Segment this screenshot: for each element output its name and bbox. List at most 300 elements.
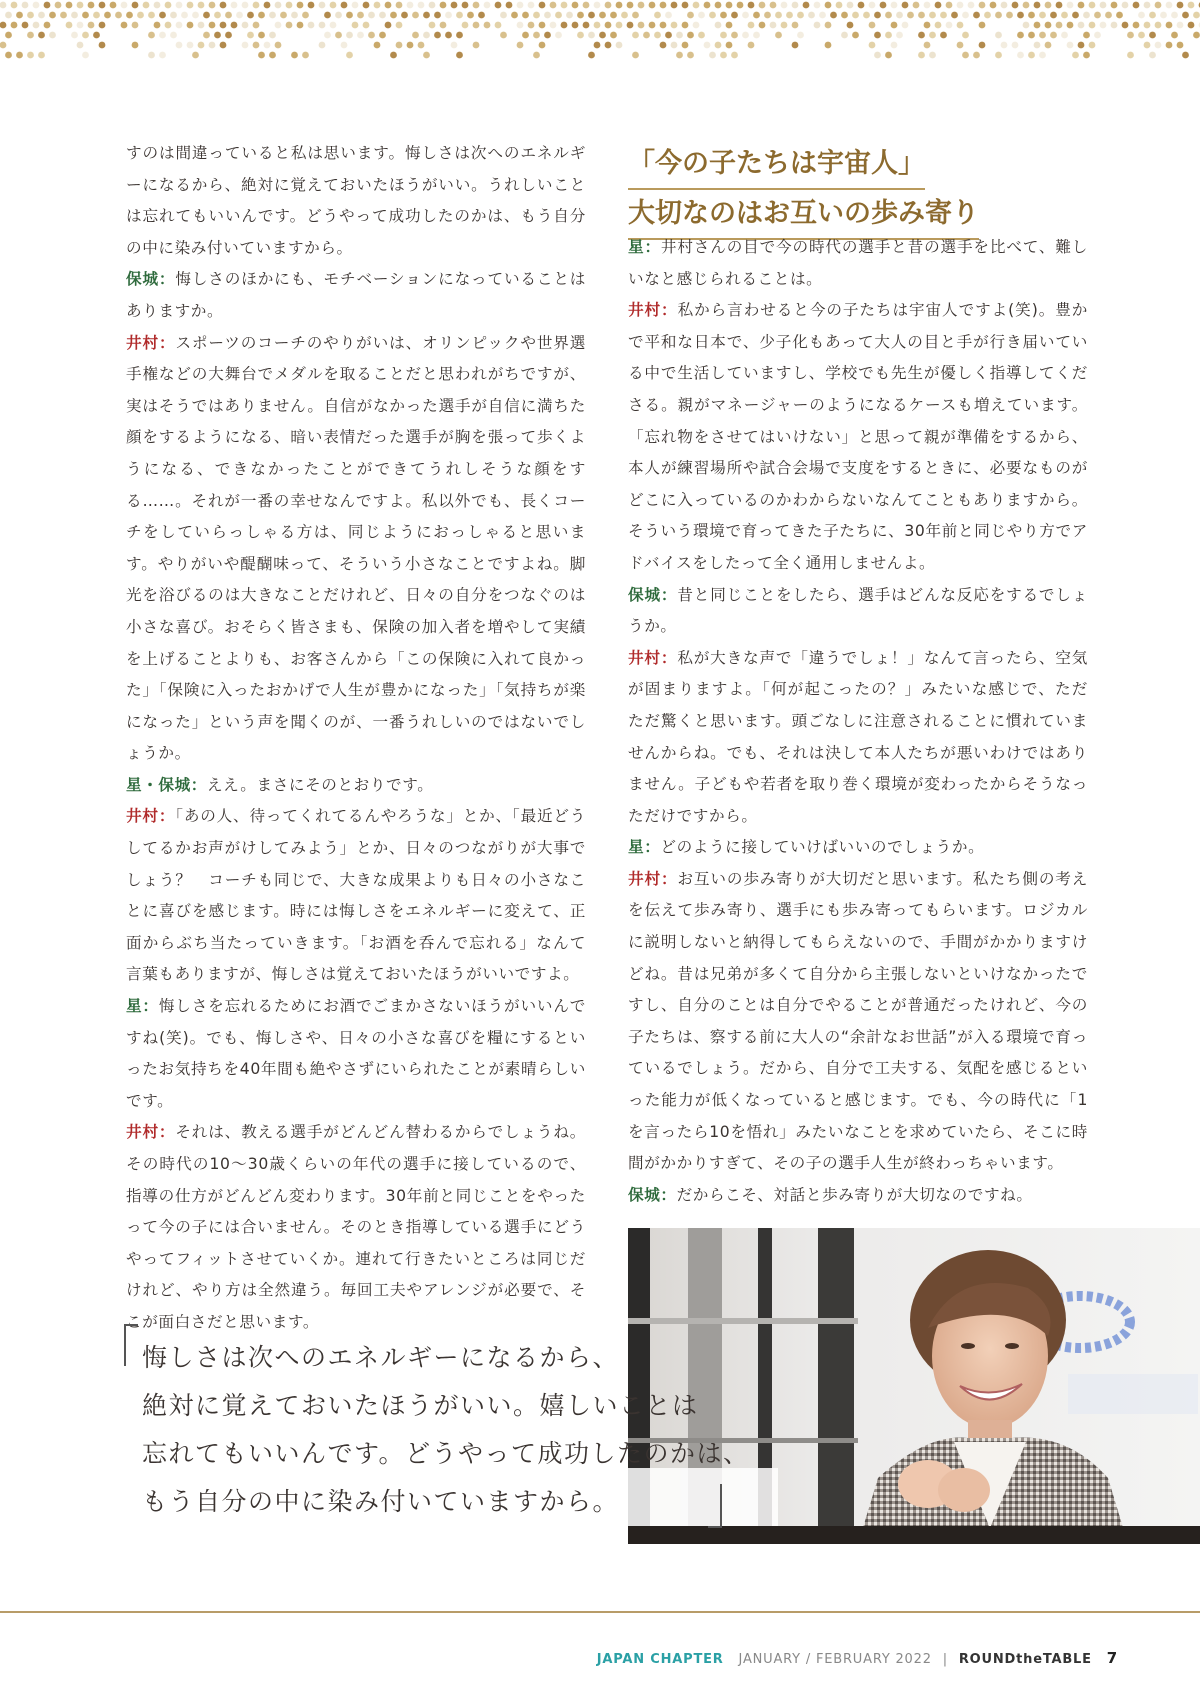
decorative-dot <box>687 52 694 59</box>
decorative-dot <box>379 12 386 19</box>
speaker-label: 星・保城： <box>126 775 207 794</box>
decorative-dot <box>159 32 166 39</box>
decorative-dot <box>434 12 441 19</box>
decorative-dot <box>462 22 469 29</box>
decorative-dot <box>803 2 810 9</box>
decorative-dot <box>1039 12 1046 19</box>
decorative-dot <box>770 2 777 9</box>
decorative-dot <box>66 2 73 9</box>
decorative-dot <box>759 2 766 9</box>
decorative-dot <box>1193 32 1200 39</box>
decorative-dot <box>192 52 199 59</box>
decorative-dot <box>709 12 716 19</box>
paragraph-text: どのように接していけばいいのでしょうか。 <box>660 838 985 857</box>
decorative-dot <box>66 22 73 29</box>
decorative-dot <box>742 12 749 19</box>
decorative-dot <box>682 22 689 29</box>
decorative-dot <box>418 42 425 49</box>
decorative-dot <box>869 42 876 49</box>
decorative-dot <box>198 22 205 29</box>
decorative-dot <box>891 22 898 29</box>
decorative-dot <box>610 32 617 39</box>
decorative-dot <box>1111 22 1118 29</box>
decorative-dot <box>346 12 353 19</box>
decorative-dot <box>231 22 238 29</box>
decorative-dot <box>49 12 56 19</box>
decorative-dot <box>946 22 953 29</box>
decorative-dot <box>1138 32 1145 39</box>
decorative-dot <box>610 12 617 19</box>
decorative-dot <box>137 12 144 19</box>
decorative-dot <box>264 42 271 49</box>
decorative-dot <box>231 2 238 9</box>
decorative-dot <box>82 12 89 19</box>
speaker-label: 井村： <box>126 333 176 352</box>
decorative-dot <box>984 12 991 19</box>
paragraph-text: お互いの歩み寄りが大切だと思います。私たち側の考えを伝えて歩み寄り、選手にも歩み寄ってもらいます。ロジカルに説明しないと納得してもらえないので、手間がかかりますけどね。昔は兄弟が多くて自分から主張しないといけなかったですし、自分のことは自分でやることが普通だったけれど、今の子たちは、察する前に大人の“余計なお世話”が入る環境で育っているでしょう。だから、自分で工夫する、気配を感じるといった能力が低くなっていると感じます。でも、今の時代に「1を言ったら10を悟れ」みたいなことを求めていたら、そこに時間がかかりすぎて、その子の選手人生が終わっちゃいます。 <box>628 869 1088 1173</box>
decorative-dot <box>709 52 716 59</box>
decorative-dot <box>148 12 155 19</box>
decorative-dot <box>11 2 18 9</box>
decorative-dot <box>885 12 892 19</box>
decorative-dot <box>22 22 29 29</box>
decorative-dot <box>1171 32 1178 39</box>
decorative-dot <box>583 2 590 9</box>
decorative-dot <box>1078 2 1085 9</box>
decorative-dot <box>748 22 755 29</box>
decorative-dot <box>104 12 111 19</box>
decorative-dot <box>264 2 271 9</box>
decorative-dot <box>242 42 249 49</box>
decorative-dot <box>110 2 117 9</box>
speaker-label: 保城： <box>126 270 176 289</box>
decorative-dot <box>423 52 430 59</box>
decorative-dot <box>836 2 843 9</box>
decorative-dot <box>1089 22 1096 29</box>
decorative-dot <box>671 2 678 9</box>
decorative-dot <box>374 2 381 9</box>
decorative-dot <box>1023 2 1030 9</box>
decorative-dot <box>280 12 287 19</box>
decorative-dot <box>1166 2 1173 9</box>
paragraph-text: 「あの人、待ってくれてるんやろうな」とか、「最近どうしてるかお声がけしてみよう」とか、日々のつながりが大事でしょう？ コーチも同じで、大きな成果よりも日々の小さなことに喜びを感じます。時には悔しさをエネルギーに変えて、正面からぶち当たっていきます。「お酒を呑んで忘れる」なんて言葉もありますが、悔しさは覚えておいたほうがいいですよ。 <box>126 807 586 984</box>
decorative-dot <box>1017 52 1024 59</box>
decorative-dot <box>753 32 760 39</box>
headline-line-2: 大切なのはお互いの歩み寄り <box>628 190 979 240</box>
decorative-dot <box>517 42 524 49</box>
decorative-dot <box>880 2 887 9</box>
decorative-dot <box>253 42 260 49</box>
decorative-dot <box>346 32 353 39</box>
decorative-dot <box>192 12 199 19</box>
decorative-dot <box>302 52 309 59</box>
decorative-dot <box>924 2 931 9</box>
decorative-dot <box>858 2 865 9</box>
decorative-dot <box>82 32 89 39</box>
decorative-dot <box>566 12 573 19</box>
decorative-dot <box>605 22 612 29</box>
decorative-dot <box>456 12 463 19</box>
decorative-dot <box>627 22 634 29</box>
decorative-dot <box>407 2 414 9</box>
paragraph <box>126 264 586 327</box>
decorative-dot <box>704 2 711 9</box>
decorative-dot <box>341 42 348 49</box>
decorative-dot <box>814 2 821 9</box>
decorative-dot <box>187 42 194 49</box>
paragraph-text: スポーツのコーチのやりがいは、オリンピックや世界選手権などの大舞台でメダルを取ることだと思われがちですが、実はそうではありません。自信がなかった選手が自信に満ちた顔をするようになる、暗い表情だった選手が胸を張って歩くようになる、できなかったことができてうれしそうな顔をする……。それが一番の幸せなんですよ。私以外でも、長くコーチをしていらっしゃる方は、同じようにおっしゃると思います。やりがいや醍醐味って、そういう小さなことですよね。脚光を浴びるのは大きなことだけれど、日々の自分をつなぐのは小さな喜び。おそらく皆さまも、保険の加入者を増やして実績を上げることよりも、お客さんから「この保険に入れて良かった」「保険に入ったおかげで人生が豊かになった」「気持ちが楽になった」という声を聞くのが、一番うれしいのではないでしょうか。 <box>126 333 586 763</box>
decorative-dot <box>924 22 931 29</box>
decorative-dot <box>539 2 546 9</box>
quote-close-bracket <box>708 1484 722 1528</box>
decorative-dot <box>1045 2 1052 9</box>
decorative-dot <box>1133 22 1140 29</box>
decorative-dot <box>77 22 84 29</box>
decorative-dot <box>363 2 370 9</box>
decorative-dot <box>643 32 650 39</box>
decorative-dot <box>1177 42 1184 49</box>
decorative-dot <box>154 2 161 9</box>
decorative-dot <box>319 42 326 49</box>
paragraph-text: 私から言わせると今の子たちは宇宙人ですよ(笑)。豊かで平和な日本で、少子化もあって大人の目と手が行き届いている中で生活していますし、学校でも先生が優しく指導してくださる。親がマネージャーのようになるケースも増えています。「忘れ物をさせてはいけない」と思って親が準備をするから、本人が練習場所や試合会場で支度をするときに、必要なものがどこに入っているのかわからないなんてこともありますから。そういう環境で育ってきた子たちに、30年前と同じやり方でアドバイスをしたって全く通用しませんよ。 <box>628 301 1088 572</box>
decorative-dot <box>93 12 100 19</box>
decorative-dot <box>220 42 227 49</box>
decorative-dot <box>1006 12 1013 19</box>
decorative-dot <box>698 12 705 19</box>
paragraph-text: 昔と同じことをしたら、選手はどんな反応をするでしょうか。 <box>628 585 1088 636</box>
decorative-dot <box>236 12 243 19</box>
paragraph-text: ええ。まさにそのとおりです。 <box>206 775 434 794</box>
decorative-dot <box>572 22 579 29</box>
decorative-dot <box>682 2 689 9</box>
decorative-dot <box>528 22 535 29</box>
decorative-dot <box>715 42 722 49</box>
decorative-dot <box>170 12 177 19</box>
decorative-dot <box>1089 42 1096 49</box>
decorative-dot <box>242 22 249 29</box>
paragraph <box>126 770 586 802</box>
speaker-label: 星： <box>126 997 159 1016</box>
decorative-dot <box>209 2 216 9</box>
decorative-dot <box>445 32 452 39</box>
paragraph <box>628 295 1088 579</box>
decorative-dot <box>522 32 529 39</box>
decorative-dot <box>638 2 645 9</box>
decorative-dot <box>77 2 84 9</box>
decorative-dot <box>38 52 45 59</box>
decorative-dot <box>412 12 419 19</box>
decorative-dot <box>825 42 832 49</box>
decorative-dot <box>913 2 920 9</box>
decorative-dot <box>660 42 667 49</box>
decorative-dot <box>605 2 612 9</box>
decorative-dot <box>731 32 738 39</box>
decorative-dot <box>275 42 282 49</box>
decorative-dot <box>38 32 45 39</box>
decorative-dot <box>308 2 315 9</box>
right-column <box>628 232 1088 1211</box>
decorative-dot <box>390 52 397 59</box>
decorative-dot <box>1138 12 1145 19</box>
decorative-dot <box>88 2 95 9</box>
decorative-dot <box>1028 12 1035 19</box>
decorative-dot <box>1094 32 1101 39</box>
decorative-dot <box>203 32 210 39</box>
decorative-dot <box>456 32 463 39</box>
decorative-dot <box>374 42 381 49</box>
decorative-dot <box>902 2 909 9</box>
decorative-dot <box>258 32 265 39</box>
decorative-dot <box>1100 2 1107 9</box>
decorative-dot <box>1028 52 1035 59</box>
page-number: 7 <box>1106 1649 1118 1667</box>
paragraph <box>628 232 1088 295</box>
decorative-dot <box>588 32 595 39</box>
decorative-dot <box>627 2 634 9</box>
decorative-dot <box>775 12 782 19</box>
decorative-dot <box>896 32 903 39</box>
decorative-dot <box>841 32 848 39</box>
decorative-dot <box>720 52 727 59</box>
decorative-dot <box>1078 22 1085 29</box>
decorative-dot <box>962 32 969 39</box>
decorative-dot <box>979 42 986 49</box>
decorative-dot <box>209 42 216 49</box>
speaker-label: 星： <box>628 238 661 256</box>
decorative-dot <box>396 2 403 9</box>
decorative-dot <box>1017 12 1024 19</box>
pull-quote-line: もう自分の中に染み付いていますから。 <box>142 1487 620 1516</box>
decorative-dot <box>759 22 766 29</box>
decorative-dot <box>957 22 964 29</box>
speaker-label: 井村： <box>126 1123 176 1142</box>
decorative-dot <box>561 2 568 9</box>
decorative-dot <box>269 32 276 39</box>
decorative-dot <box>27 12 34 19</box>
decorative-dot <box>1149 32 1156 39</box>
decorative-dot <box>319 2 326 9</box>
decorative-dot <box>385 2 392 9</box>
speaker-label: 井村： <box>628 869 678 888</box>
decorative-dot <box>198 2 205 9</box>
decorative-dot <box>291 52 298 59</box>
decorative-dot <box>792 2 799 9</box>
decorative-dot <box>1122 2 1129 9</box>
decorative-dot <box>539 42 546 49</box>
decorative-dot <box>1034 2 1041 9</box>
decorative-dot <box>1144 22 1151 29</box>
decorative-dot <box>792 42 799 49</box>
decorative-dot <box>1039 52 1046 59</box>
decorative-dot <box>764 12 771 19</box>
decorative-dot <box>621 12 628 19</box>
decorative-dot <box>830 12 837 19</box>
paragraph <box>628 1180 1088 1212</box>
decorative-dot <box>1001 42 1008 49</box>
decorative-dot <box>605 42 612 49</box>
decorative-dot <box>1061 12 1068 19</box>
decorative-dot <box>742 32 749 39</box>
decorative-dot <box>319 22 326 29</box>
decorative-dot <box>352 22 359 29</box>
decorative-dot <box>649 2 656 9</box>
decorative-dot <box>1061 32 1068 39</box>
decorative-dot <box>324 32 331 39</box>
decorative-dot <box>852 12 859 19</box>
decorative-dot <box>44 22 51 29</box>
footer-chapter: JAPAN CHAPTER <box>596 1652 724 1667</box>
decorative-dot <box>11 22 18 29</box>
decorative-dot <box>891 2 898 9</box>
decorative-dot-header <box>0 0 1200 62</box>
decorative-dot <box>396 22 403 29</box>
decorative-dot <box>1012 42 1019 49</box>
decorative-dot <box>940 32 947 39</box>
decorative-dot <box>682 42 689 49</box>
decorative-dot <box>665 12 672 19</box>
decorative-dot <box>1155 22 1162 29</box>
decorative-dot <box>445 12 452 19</box>
decorative-dot <box>434 32 441 39</box>
decorative-dot <box>957 42 964 49</box>
decorative-dot <box>27 32 34 39</box>
decorative-dot <box>869 22 876 29</box>
decorative-dot <box>671 42 678 49</box>
decorative-dot <box>940 12 947 19</box>
decorative-dot <box>693 22 700 29</box>
decorative-dot <box>808 12 815 19</box>
decorative-dot <box>335 32 342 39</box>
decorative-dot <box>93 32 100 39</box>
decorative-dot <box>1045 22 1052 29</box>
decorative-dot <box>99 2 106 9</box>
decorative-dot <box>0 42 6 49</box>
paragraph <box>628 643 1088 833</box>
pull-quote-line: 忘れてもいいんです。どうやって成功したのかは、 <box>142 1439 750 1468</box>
decorative-dot <box>126 12 133 19</box>
pull-quote <box>142 1334 762 1526</box>
decorative-dot <box>121 2 128 9</box>
decorative-dot <box>324 12 331 19</box>
decorative-dot <box>572 2 579 9</box>
decorative-dot <box>594 42 601 49</box>
decorative-dot <box>726 2 733 9</box>
decorative-dot <box>1056 2 1063 9</box>
decorative-dot <box>247 32 254 39</box>
decorative-dot <box>896 12 903 19</box>
decorative-dot <box>874 52 881 59</box>
decorative-dot <box>1067 22 1074 29</box>
decorative-dot <box>473 22 480 29</box>
decorative-dot <box>60 12 67 19</box>
decorative-dot <box>176 22 183 29</box>
pull-quote-line: 悔しさは次へのエネルギーになるから、 <box>142 1343 620 1372</box>
decorative-dot <box>561 22 568 29</box>
decorative-dot <box>198 42 205 49</box>
paragraph <box>126 138 586 264</box>
decorative-dot <box>946 2 953 9</box>
decorative-dot <box>132 22 139 29</box>
decorative-dot <box>253 2 260 9</box>
decorative-dot <box>979 22 986 29</box>
paragraph <box>628 832 1088 864</box>
decorative-dot <box>275 22 282 29</box>
decorative-dot <box>407 42 414 49</box>
decorative-dot <box>935 22 942 29</box>
paragraph <box>126 1117 586 1338</box>
decorative-dot <box>473 2 480 9</box>
decorative-dot <box>1078 42 1085 49</box>
decorative-dot <box>1193 12 1200 19</box>
decorative-dot <box>0 22 6 29</box>
decorative-dot <box>500 32 507 39</box>
decorative-dot <box>671 22 678 29</box>
decorative-dot <box>731 12 738 19</box>
decorative-dot <box>456 52 463 59</box>
decorative-dot <box>302 12 309 19</box>
decorative-dot <box>847 2 854 9</box>
decorative-dot <box>275 2 282 9</box>
decorative-dot <box>55 2 62 9</box>
decorative-dot <box>154 22 161 29</box>
decorative-dot <box>962 12 969 19</box>
decorative-dot <box>726 42 733 49</box>
decorative-dot <box>737 2 744 9</box>
paragraph-text: だからこそ、対話と歩み寄りが大切なのですね。 <box>676 1185 1033 1204</box>
decorative-dot <box>401 12 408 19</box>
footer-issue: JANUARY / FEBRUARY 2022 <box>738 1652 932 1667</box>
decorative-dot <box>616 42 623 49</box>
decorative-dot <box>1028 32 1035 39</box>
decorative-dot <box>781 22 788 29</box>
decorative-dot <box>995 52 1002 59</box>
speaker-label: 保城： <box>628 585 678 604</box>
left-column <box>126 138 586 1339</box>
decorative-dot <box>841 12 848 19</box>
decorative-dot <box>1023 22 1030 29</box>
decorative-dot <box>869 2 876 9</box>
decorative-dot <box>440 22 447 29</box>
decorative-dot <box>704 42 711 49</box>
decorative-dot <box>82 52 89 59</box>
decorative-dot <box>698 32 705 39</box>
decorative-dot <box>753 12 760 19</box>
decorative-dot <box>99 42 106 49</box>
decorative-dot <box>115 12 122 19</box>
decorative-dot <box>159 52 166 59</box>
decorative-dot <box>918 12 925 19</box>
decorative-dot <box>1188 22 1195 29</box>
decorative-dot <box>544 12 551 19</box>
decorative-dot <box>132 42 139 49</box>
decorative-dot <box>533 32 540 39</box>
decorative-dot <box>291 12 298 19</box>
decorative-dot <box>990 2 997 9</box>
decorative-dot <box>583 22 590 29</box>
decorative-dot <box>1111 2 1118 9</box>
decorative-dot <box>467 12 474 19</box>
decorative-dot <box>451 2 458 9</box>
paragraph <box>628 580 1088 643</box>
decorative-dot <box>660 2 667 9</box>
decorative-dot <box>687 12 694 19</box>
decorative-dot <box>220 2 227 9</box>
decorative-dot <box>968 2 975 9</box>
decorative-dot <box>220 22 227 29</box>
decorative-dot <box>924 42 931 49</box>
decorative-dot <box>995 32 1002 39</box>
decorative-dot <box>341 2 348 9</box>
